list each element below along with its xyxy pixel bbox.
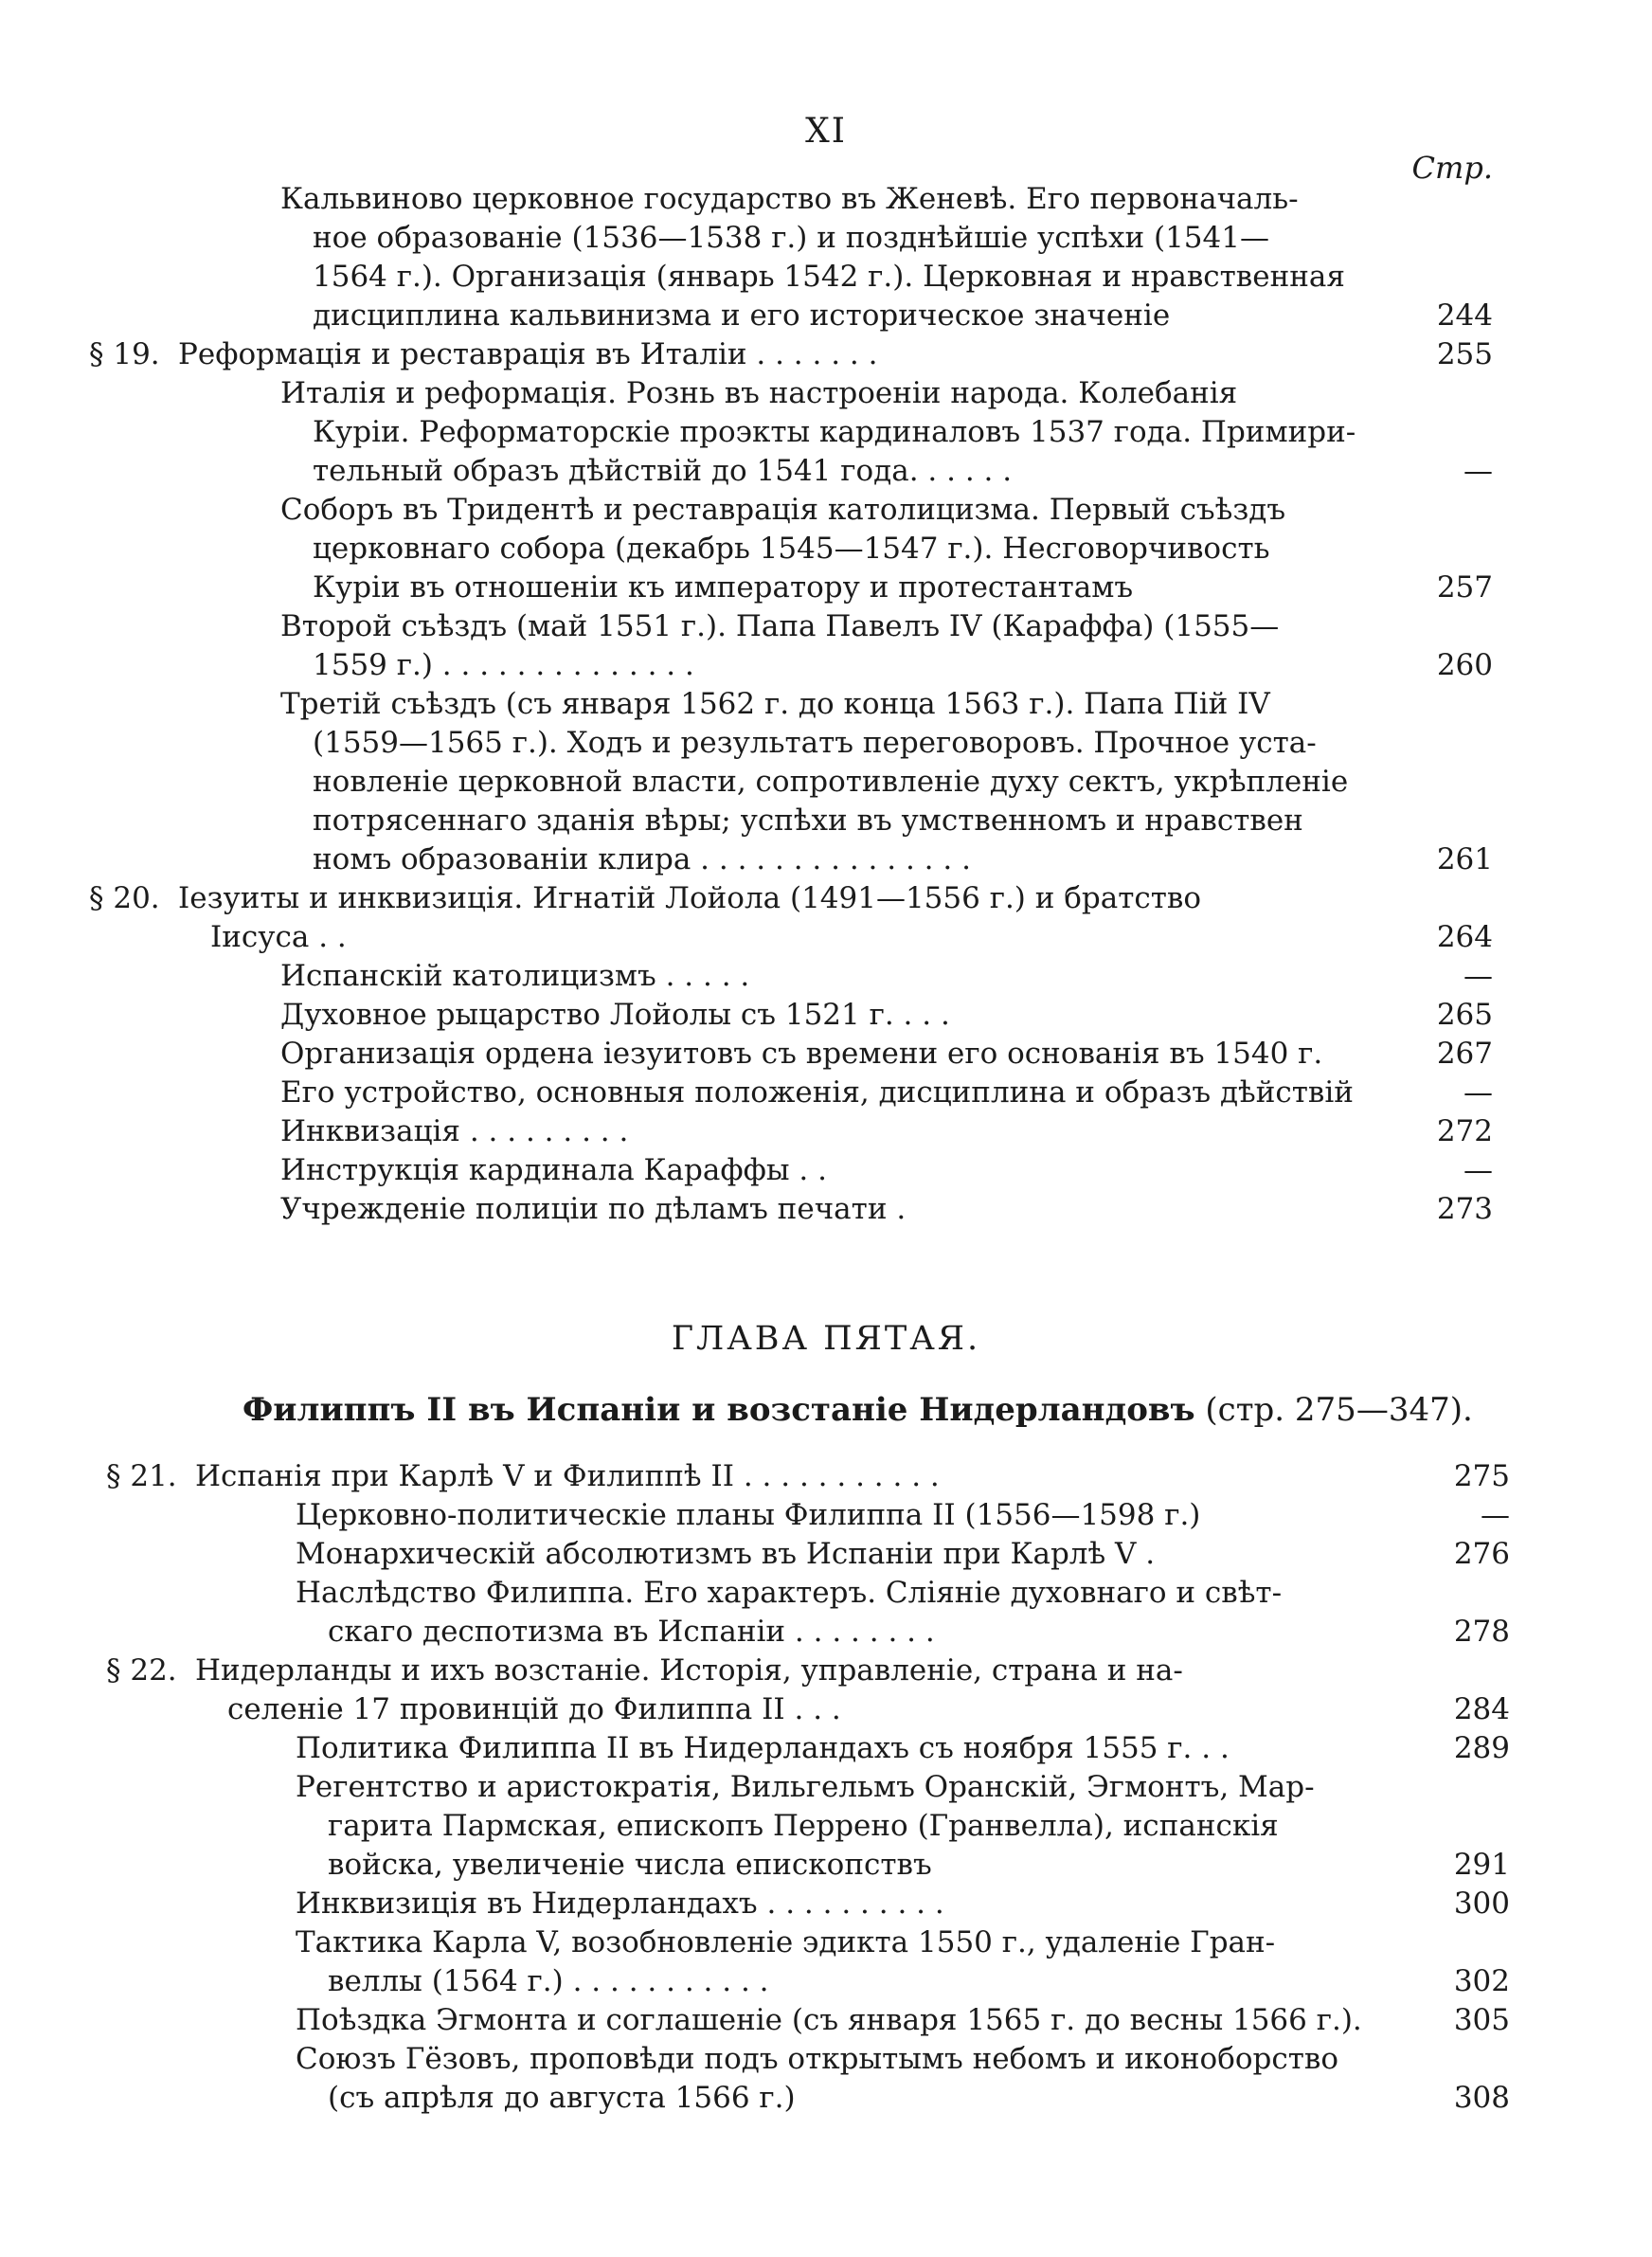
page-number: 267 [1436, 1037, 1493, 1071]
section-number: § 21. [106, 1459, 177, 1493]
toc-line: Италія и реформація. Рознь въ настроеніи народа. Колебанія [280, 376, 1238, 410]
toc-line: Іезуиты и инквизиція. Игнатій Лойола (1491—1556 г.) и братство [178, 881, 1202, 915]
section-number: § 20. [89, 881, 160, 915]
toc-line: Іисуса . . [210, 920, 347, 954]
toc-line: Инструкція кардинала Караффы . . [280, 1153, 827, 1187]
toc-line: потрясеннаго зданія вѣры; успѣхи въ умственномъ и нравствен [313, 803, 1303, 838]
toc-line: Нидерланды и ихъ возстаніе. Исторія, управленіе, страна и на- [195, 1653, 1183, 1688]
page-number: 291 [1453, 1848, 1510, 1882]
toc-line: Поѣздка Эгмонта и соглашеніе (съ января 1565 г. до весны 1566 г.). [296, 2003, 1362, 2037]
page-number: 308 [1453, 2081, 1510, 2115]
toc-line: войска, увеличеніе числа епископствъ [328, 1848, 932, 1882]
toc-line: Соборъ въ Тридентѣ и реставрація католицизма. Первый съѣздъ [280, 493, 1286, 527]
toc-line: Политика Филиппа II въ Нидерландахъ съ ноября 1555 г. . . [296, 1731, 1230, 1765]
toc-line: ное образованіе (1536—1538 г.) и позднѣйшіе успѣхи (1541— [313, 221, 1269, 255]
page-number: 264 [1436, 920, 1493, 954]
toc-line: Испанскій католицизмъ . . . . . [280, 959, 750, 993]
toc-line: (1559—1565 г.). Ходъ и результатъ переговоровъ. Прочное уста- [313, 726, 1317, 760]
chapter-title: ГЛАВА ПЯТАЯ. [671, 1320, 981, 1358]
page-number: 265 [1436, 998, 1493, 1032]
toc-line: Второй съѣздъ (май 1551 г.). Папа Павелъ IV (Караффа) (1555— [280, 609, 1280, 643]
toc-line: (съ апрѣля до августа 1566 г.) [328, 2081, 796, 2115]
page-number: 273 [1436, 1192, 1493, 1226]
toc-line: Куріи. Реформаторскіе проэкты кардиналовъ 1537 года. Примири- [313, 415, 1356, 449]
page-number: 305 [1453, 2003, 1510, 2037]
page-column-label: Стр. [1411, 150, 1493, 186]
toc-line: Его устройство, основныя положенія, дисциплина и образъ дѣйствій [280, 1075, 1354, 1110]
toc-line: Организація ордена іезуитовъ съ времени его основанія въ 1540 г. [280, 1037, 1323, 1071]
toc-line: Испанія при Карлѣ V и Филиппѣ II . . . . . . . . . . . [195, 1459, 940, 1493]
toc-line: гарита Пармская, епископъ Перрено (Гранвелла), испанскія [328, 1809, 1279, 1843]
toc-line: веллы (1564 г.) . . . . . . . . . . . [328, 1964, 769, 1998]
toc-line: 1559 г.) . . . . . . . . . . . . . . [313, 648, 694, 682]
page-number: 278 [1453, 1615, 1510, 1649]
toc-line: дисциплина кальвинизма и его историческое значеніе [313, 298, 1171, 333]
section-number: § 19. [89, 337, 160, 371]
toc-line: Церковно-политическіе планы Филиппа II (1556—1598 г.) [296, 1498, 1201, 1532]
chapter-subtitle [242, 1391, 1473, 1429]
toc-line: тельный образъ дѣйствій до 1541 года. . . . . . [313, 454, 1013, 488]
toc-line: Союзъ Гёзовъ, проповѣди подъ открытымъ небомъ и иконоборство [296, 2042, 1338, 2076]
toc-line: Духовное рыцарство Лойолы съ 1521 г. . . . [280, 998, 950, 1032]
page-number: — [1463, 1075, 1493, 1110]
toc-line: Наслѣдство Филиппа. Его характеръ. Сліяніе духовнаго и свѣт- [296, 1576, 1283, 1610]
toc-line: Учрежденіе полиціи по дѣламъ печати . [280, 1192, 907, 1226]
toc-line: Реформація и реставрація въ Италіи . . . . . . . [178, 337, 878, 371]
toc-line: Третій съѣздъ (съ января 1562 г. до конца 1563 г.). Папа Пій IV [280, 687, 1270, 721]
toc-line: Инквизиція въ Нидерландахъ . . . . . . . . . . [296, 1887, 944, 1921]
page-number: 300 [1453, 1887, 1510, 1921]
page-number: 289 [1453, 1731, 1510, 1765]
toc-line: Регентство и аристократія, Вильгельмъ Оранскій, Эгмонтъ, Мар- [296, 1770, 1315, 1804]
toc-line: Куріи въ отношеніи къ императору и протестантамъ [313, 570, 1134, 605]
toc-line: скаго деспотизма въ Испаніи . . . . . . . . [328, 1615, 935, 1649]
page-number: 260 [1436, 648, 1493, 682]
page-number: 275 [1453, 1459, 1510, 1493]
toc-line: Тактика Карла V, возобновленіе эдикта 1550 г., удаленіе Гран- [296, 1925, 1276, 1959]
chapter-subtitle-title: Филиппъ II въ Испаніи и возстаніе Нидерландовъ [242, 1391, 1195, 1429]
toc-line: номъ образованіи клира . . . . . . . . . . . . . . . [313, 842, 971, 876]
page-number: 257 [1436, 570, 1493, 605]
page-number: 272 [1436, 1114, 1493, 1148]
page-number: 302 [1453, 1964, 1510, 1998]
toc-line: церковнаго собора (декабрь 1545—1547 г.). Несговорчивость [313, 532, 1270, 566]
toc-line: 1564 г.). Организація (январь 1542 г.). Церковная и нравственная [313, 260, 1345, 294]
page-number: 284 [1453, 1692, 1510, 1726]
section-number: § 22. [106, 1653, 177, 1688]
page-number: — [1463, 454, 1493, 488]
chapter-subtitle-pages: (стр. 275—347). [1205, 1391, 1473, 1429]
toc-line: Инквизація . . . . . . . . . [280, 1114, 629, 1148]
toc-line: селеніе 17 провинцій до Филиппа II . . . [227, 1692, 841, 1726]
page-number: — [1463, 959, 1493, 993]
toc-line: Монархическій абсолютизмъ въ Испаніи при Карлѣ V . [296, 1537, 1156, 1571]
page-number: — [1481, 1498, 1510, 1532]
page-number: 244 [1436, 298, 1493, 333]
toc-line: новленіе церковной власти, сопротивленіе духу сектъ, укрѣпленіе [313, 765, 1349, 799]
page-number: 255 [1436, 337, 1493, 371]
toc-line: Кальвиново церковное государство въ Женевѣ. Его первоначаль- [280, 182, 1299, 216]
page-number: 276 [1453, 1537, 1510, 1571]
page-number: — [1463, 1153, 1493, 1187]
page-number: 261 [1436, 842, 1493, 876]
roman-page-number: XI [805, 112, 847, 151]
